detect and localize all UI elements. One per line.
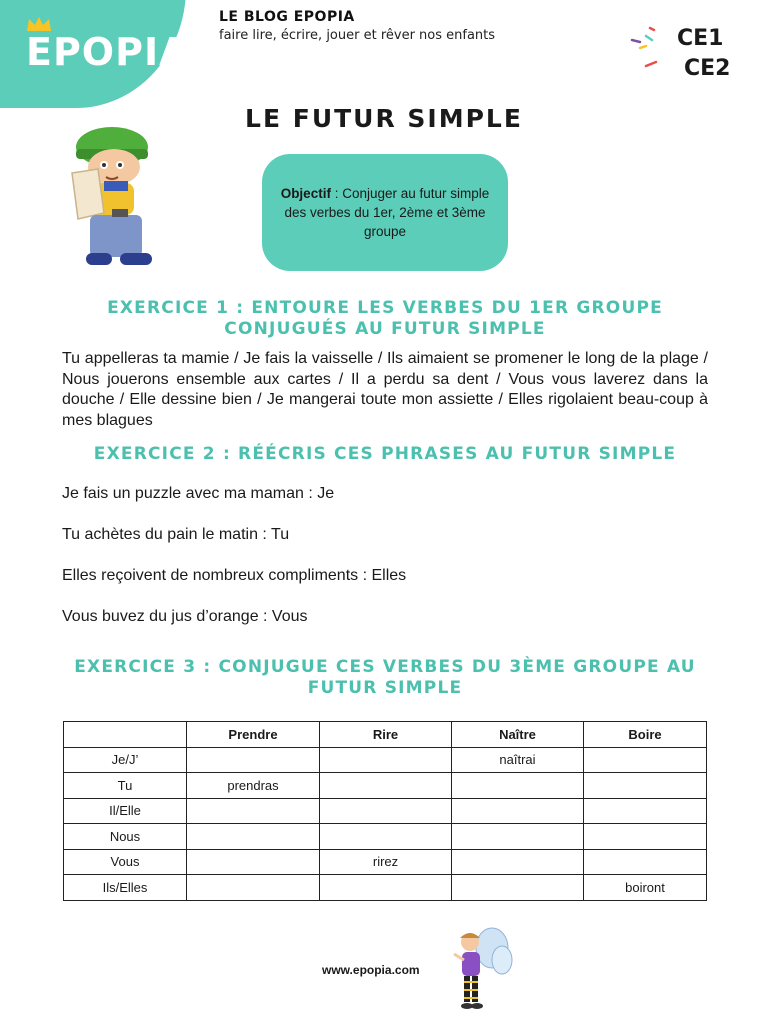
table-row <box>64 849 707 875</box>
table-header-cell: Prendre <box>187 722 320 748</box>
answer-cell[interactable] <box>584 773 707 799</box>
table-header-cell: Boire <box>584 722 707 748</box>
answer-cell[interactable] <box>187 824 320 850</box>
answer-cell[interactable] <box>187 849 320 875</box>
table-header-cell <box>64 722 187 748</box>
answer-cell[interactable] <box>187 747 320 773</box>
answer-cell[interactable]: naîtrai <box>452 747 584 773</box>
pronoun-cell: Tu <box>64 773 187 799</box>
answer-cell[interactable] <box>584 747 707 773</box>
table-row <box>64 875 707 901</box>
answer-cell[interactable] <box>320 875 452 901</box>
exercise-1-title: EXERCICE 1 : ENTOURE LES VERBES DU 1ER GROUPE CONJUGUÉS AU FUTUR SIMPLE <box>107 298 663 339</box>
answer-cell[interactable]: rirez <box>320 849 452 875</box>
answer-cell[interactable] <box>320 747 452 773</box>
table-row <box>64 747 707 773</box>
exercise-1-text: Tu appelleras ta mamie / Je fais la vaisselle / Ils aimaient se promener le long de la plage / Nous jouerons ensemble aux cartes / Il a perdu sa dent / Vous vous laverez dans la douche / Elle dessine bien / Je mangerai toute mon assiette / Elles rigolaient beau-coup à mes blagues <box>62 350 708 429</box>
blog-title: LE BLOG EPOPIA <box>219 9 355 25</box>
table-row <box>64 824 707 850</box>
epopia-logo[interactable]: EPOPIA <box>26 30 190 74</box>
answer-cell[interactable] <box>187 875 320 901</box>
exercise-3-title: EXERCICE 3 : CONJUGUE CES VERBES DU 3ÈME GROUPE AU FUTUR SIMPLE <box>74 657 696 698</box>
answer-cell[interactable] <box>320 798 452 824</box>
answer-cell[interactable]: prendras <box>187 773 320 799</box>
table-header-cell: Rire <box>320 722 452 748</box>
objective-description: : Conjuger au futur simple des verbes du 1er, 2ème et 3ème groupe <box>284 186 490 239</box>
level-badge-ce1: CE1 <box>677 26 724 51</box>
table-header-row <box>64 722 707 748</box>
conjugation-table <box>63 721 707 901</box>
objective-text <box>262 184 508 241</box>
objective-label: Objectif <box>280 186 331 201</box>
objective-box <box>262 154 508 271</box>
fairy-illustration <box>448 926 514 1012</box>
blog-tagline: faire lire, écrire, jouer et rêver nos enfants <box>219 28 496 43</box>
answer-cell[interactable] <box>452 824 584 850</box>
boy-reading-illustration <box>64 123 168 275</box>
answer-cell[interactable] <box>584 798 707 824</box>
pronoun-cell: Il/Elle <box>64 798 187 824</box>
answer-cell[interactable] <box>584 824 707 850</box>
table-row <box>64 798 707 824</box>
pronoun-cell: Nous <box>64 824 187 850</box>
table-row <box>64 773 707 799</box>
table-header-cell: Naître <box>452 722 584 748</box>
answer-cell[interactable] <box>452 798 584 824</box>
answer-cell[interactable] <box>320 824 452 850</box>
answer-cell[interactable] <box>452 773 584 799</box>
answer-cell[interactable] <box>584 849 707 875</box>
pronoun-cell: Vous <box>64 849 187 875</box>
pronoun-cell: Ils/Elles <box>64 875 187 901</box>
answer-cell[interactable] <box>452 875 584 901</box>
exercise-2-sentence: Tu achètes du pain le matin : Tu <box>62 526 290 543</box>
footer-url-link[interactable]: www.epopia.com <box>322 963 420 977</box>
exercise-2-sentence: Je fais un puzzle avec ma maman : Je <box>62 485 335 502</box>
answer-cell[interactable] <box>320 773 452 799</box>
answer-cell[interactable]: boiront <box>584 875 707 901</box>
answer-cell[interactable] <box>187 798 320 824</box>
exercise-2-sentence: Vous buvez du jus d’orange : Vous <box>62 608 308 625</box>
exercise-2-sentence: Elles reçoivent de nombreux compliments : Elles <box>62 567 407 584</box>
confetti-icon <box>630 26 664 72</box>
page-title: LE FUTUR SIMPLE <box>245 104 523 133</box>
level-badge-ce2: CE2 <box>684 56 731 81</box>
answer-cell[interactable] <box>452 849 584 875</box>
pronoun-cell: Je/J’ <box>64 747 187 773</box>
exercise-2-title: EXERCICE 2 : RÉÉCRIS CES PHRASES AU FUTUR SIMPLE <box>93 444 677 464</box>
